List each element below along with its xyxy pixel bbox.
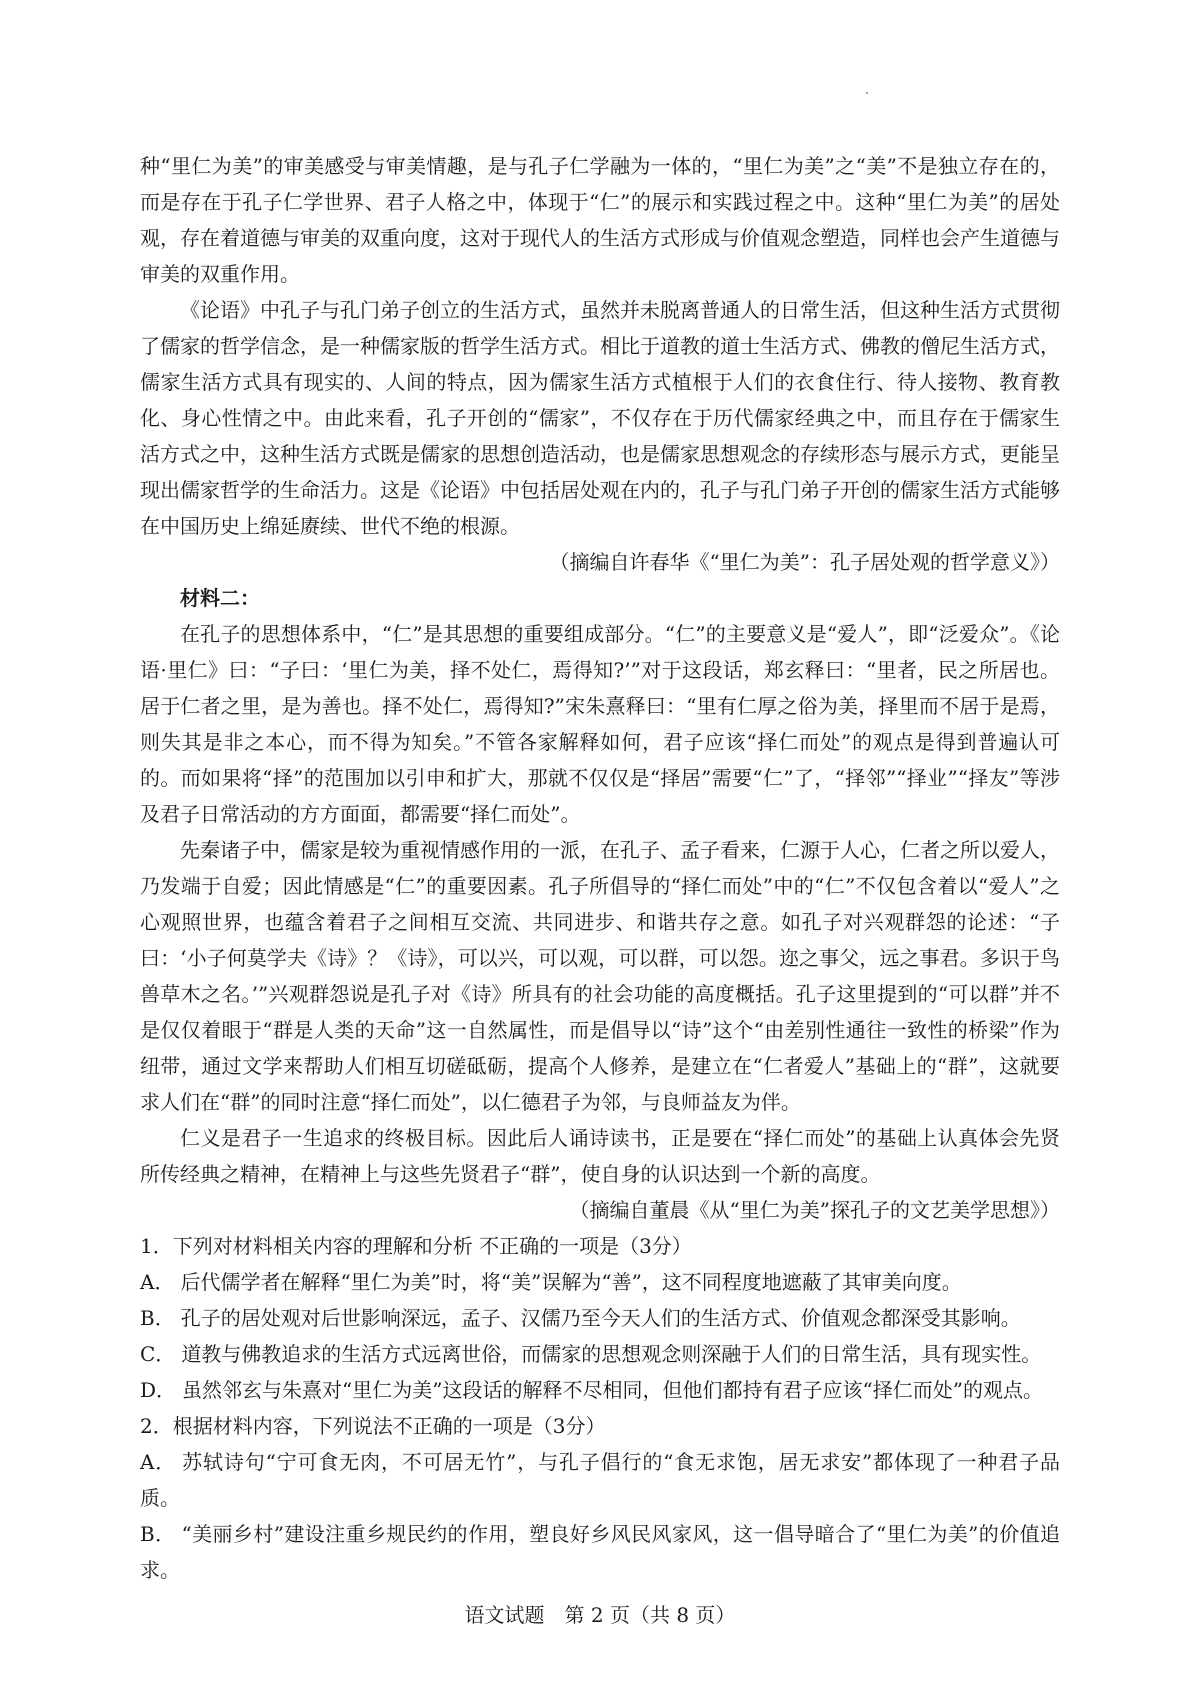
- material1-paragraph-1: 种“里仁为美”的审美感受与审美情趣，是与孔子仁学融为一体的，“里仁为美”之“美”不是独立存在的，而是存在于孔子仁学世界、君子人格之中，体现于“仁”的展示和实践过程之中。这种“里仁为美”的居处观，存在着道德与审美的双重向度，这对于现代人的生活方式形成与价值观念塑造，同样也会产生道德与审美的双重作用。: [140, 154, 1060, 286]
- option-letter: C．: [140, 1342, 176, 1366]
- page-content: [140, 148, 1060, 1588]
- material1-paragraph-2: 《论语》中孔子与孔门弟子创立的生活方式，虽然并未脱离普通人的日常生活，但这种生活方式贯彻了儒家的哲学信念，是一种儒家版的哲学生活方式。相比于道教的道士生活方式、佛教的僧尼生活方式，儒家生活方式具有现实的、人间的特点，因为儒家生活方式植根于人们的衣食住行、待人接物、教育教化、身心性情之中。由此来看，孔子开创的“儒家”，不仅存在于历代儒家经典之中，而且存在于儒家生活方式之中，这种生活方式既是儒家的思想创造活动，也是儒家思想观念的存续形态与展示方式，更能呈现出儒家哲学的生命活力。这是《论语》中包括居处观在内的，孔子与孔门弟子开创的儒家生活方式能够在中国历史上绵延赓续、世代不绝的根源。: [140, 298, 1060, 538]
- option-letter: D．: [140, 1378, 177, 1402]
- option-letter: B．: [140, 1522, 176, 1546]
- material2-paragraph-3: 仁义是君子一生追求的终极目标。因此后人诵诗读书，正是要在“择仁而处”的基础上认真体会先贤所传经典之精神，在精神上与这些先贤君子“群”，使自身的认识达到一个新的高度。: [140, 1126, 1060, 1186]
- option-text: “美丽乡村”建设注重乡规民约的作用，塑良好乡风民风家风，这一倡导暗合了“里仁为美”的价值追求。: [140, 1522, 1060, 1582]
- question-1-option-b: [140, 1300, 1060, 1336]
- option-letter: A．: [140, 1270, 175, 1294]
- question-1-stem: 1．下列对材料相关内容的理解和分析 不正确的一项是（3分）: [140, 1234, 692, 1258]
- scan-speck: [866, 92, 868, 94]
- material2-paragraph-1: 在孔子的思想体系中，“仁”是其思想的重要组成部分。“仁”的主要意义是“爱人”，即“泛爱众”。《论语·里仁》曰：“子曰：‘里仁为美，择不处仁，焉得知?’”对于这段话，郑玄释曰：“里者，民之所居也。居于仁者之里，是为善也。择不处仁，焉得知?”宋朱熹释曰：“里有仁厚之俗为美，择里而不居于是焉，则失其是非之本心，而不得为知矣。”不管各家解释如何，君子应该“择仁而处”的观点是得到普遍认可的。而如果将“择”的范围加以引申和扩大，那就不仅仅是“择居”需要“仁”了，“择邻”“择业”“择友”等涉及君子日常活动的方方面面，都需要“择仁而处”。: [140, 622, 1060, 826]
- material2-source: （摘编自董晨《从“里仁为美”探孔子的文艺美学思想》）: [569, 1198, 1060, 1222]
- question-2-stem: 2．根据材料内容，下列说法不正确的一项是（3分）: [140, 1414, 606, 1438]
- question-1-option-a: [140, 1264, 1060, 1300]
- option-text: 后代儒学者在解释“里仁为美”时，将“美”误解为“善”，这不同程度地遮蔽了其审美向度。: [180, 1270, 962, 1294]
- option-text: 苏轼诗句“宁可食无肉，不可居无竹”，与孔子倡行的“食无求饱，居无求安”都体现了一种君子品质。: [140, 1450, 1060, 1510]
- material2-paragraph-2: 先秦诸子中，儒家是较为重视情感作用的一派，在孔子、孟子看来，仁源于人心，仁者之所以爱人，乃发端于自爱；因此情感是“仁”的重要因素。孔子所倡导的“择仁而处”中的“仁”不仅包含着以“爱人”之心观照世界，也蕴含着君子之间相互交流、共同进步、和谐共存之意。如孔子对兴观群怨的论述：“子曰：‘小子何莫学夫《诗》？《诗》，可以兴，可以观，可以群，可以怨。迩之事父，远之事君。多识于鸟兽草木之名。’”兴观群怨说是孔子对《诗》所具有的社会功能的高度概括。孔子这里提到的“可以群”并不是仅仅着眼于“群是人类的天命”这一自然属性，而是倡导以“诗”这个“由差别性通往一致性的桥梁”作为纽带，通过文学来帮助人们相互切磋砥砺，提高个人修养，是建立在“仁者爱人”基础上的“群”，这就要求人们在“群”的同时注意“择仁而处”，以仁德君子为邻，与良师益友为伴。: [140, 838, 1060, 1114]
- option-text: 道教与佛教追求的生活方式远离世俗，而儒家的思想观念则深融于人们的日常生活，具有现实性。: [181, 1342, 1042, 1366]
- question-2-option-b: [140, 1516, 1060, 1588]
- material2-heading: 材料二：: [180, 586, 260, 610]
- page-footer: 语文试题 第 2 页（共 8 页）: [464, 1603, 736, 1627]
- question-2-option-a: [140, 1444, 1060, 1516]
- material1-source: （摘编自许春华《“里仁为美”：孔子居处观的哲学意义》）: [549, 550, 1060, 574]
- option-letter: A．: [140, 1450, 177, 1474]
- option-text: 虽然邻玄与朱熹对“里仁为美”这段话的解释不尽相同，但他们都持有君子应该“择仁而处”的观点。: [182, 1378, 1043, 1402]
- question-1-option-c: [140, 1336, 1060, 1372]
- question-1-option-d: [140, 1372, 1060, 1408]
- option-text: 孔子的居处观对后世影响深远，孟子、汉儒乃至今天人们的生活方式、价值观念都深受其影响。: [180, 1306, 1021, 1330]
- option-letter: B．: [140, 1306, 175, 1330]
